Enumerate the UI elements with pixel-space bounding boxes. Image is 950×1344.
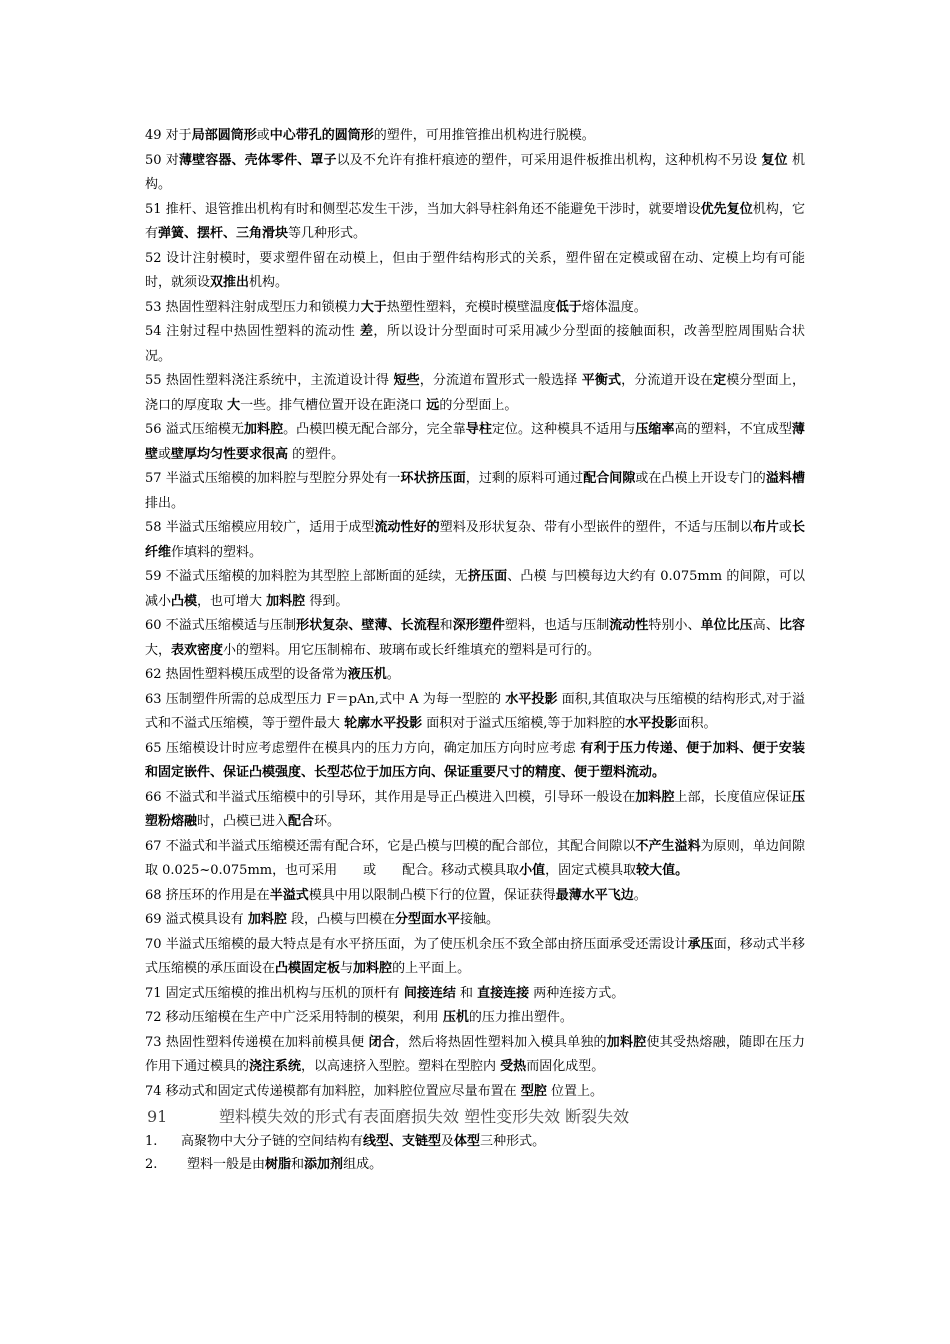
section-91 [147, 1104, 805, 1130]
bold-answer: 受热 [500, 1059, 527, 1074]
bold-answer: 溢料槽 [765, 471, 805, 486]
text-segment: 59 不溢式压缩模的加料腔为其型腔上部断面的延续，无 [145, 569, 468, 584]
question-item [145, 786, 805, 835]
text-segment: 等几种形式。 [288, 226, 367, 241]
text-segment: 的上平面上。 [392, 961, 471, 976]
question-item [145, 296, 805, 321]
text-segment: 56 溢式压缩模无 [145, 422, 244, 437]
list-item [145, 1153, 805, 1176]
question-item [145, 908, 805, 933]
bold-answer: 压机 [442, 1010, 469, 1025]
bold-answer: 复位 [761, 152, 788, 168]
bold-answer: 大于 [360, 299, 387, 315]
bold-answer: 差 [359, 324, 374, 339]
text-segment: 74 移动式和固定式传递模都有加料腔，加料腔位置应尽量布置在 [145, 1083, 521, 1099]
text-segment: 接触。 [459, 912, 499, 927]
text-segment: 的压力推出塑件。 [468, 1010, 573, 1025]
text-segment: 49 对于 [145, 128, 192, 143]
bold-answer: 凸模 [171, 593, 198, 609]
bold-answer: 流动性好的 [374, 520, 440, 535]
question-item [145, 688, 805, 737]
bold-answer: 不产生溢料 [635, 838, 701, 854]
text-segment: 50 对 [145, 152, 179, 168]
bold-answer: 直接连接 [477, 985, 530, 1001]
bold-answer: 比容 [778, 618, 805, 633]
text-segment: 一些。排气槽位置开设在距浇口 [240, 397, 427, 413]
bold-answer: 压缩率 [635, 422, 675, 437]
text-segment: 高的塑料，不宜成型 [674, 422, 792, 437]
text-segment: 63 压制塑件所需的总成型压力 F＝pAn,式中 A 为每一型腔的 [145, 691, 506, 707]
text-segment: 62 热固性塑料模压成型的设备常为 [145, 667, 348, 682]
text-segment: 热塑性塑料，充模时模壁温度 [386, 299, 556, 315]
text-segment: 机构，它有 [145, 201, 805, 241]
question-item [145, 835, 805, 884]
text-segment: 或 [256, 128, 270, 143]
text-segment: 机构。 [249, 275, 289, 290]
bold-answer: 加料腔 [635, 789, 675, 805]
text-segment: ，分流道布置形式一般选择 [419, 373, 582, 388]
question-item [145, 320, 805, 369]
text-segment: 时，凸模已进入 [197, 814, 289, 829]
bold-answer: 线型、支链型 [363, 1134, 442, 1149]
text-segment: 的分型面上。 [439, 397, 518, 413]
text-segment: 熔体温度。 [581, 299, 647, 315]
text-segment: 69 溢式模具设有 [145, 912, 248, 927]
bold-answer: 添加剂 [304, 1157, 344, 1172]
text-segment: 70 半溢式压缩模的最大特点是有水平挤压面，为了使压机余压不致全部由挤压面承受还需设计 [145, 936, 688, 952]
section-91-text: 塑料模失效的形式有表面磨损失效 塑性变形失效 断裂失效 [219, 1107, 630, 1126]
text-segment: 51 推杆、退管推出机构有时和侧型芯发生干涉，当加大斜导柱斜角还不能避免干涉时，就要增设 [145, 201, 701, 217]
question-item [145, 124, 805, 149]
bold-answer: 环状挤压面 [400, 471, 466, 486]
question-item [145, 198, 805, 247]
question-item [145, 516, 805, 565]
text-segment: 大， [145, 642, 172, 658]
question-item [145, 933, 805, 982]
text-segment: 68 挤压环的作用是在 [145, 887, 270, 903]
bold-answer: 挤压面 [467, 569, 508, 584]
bold-answer: 局部圆筒形 [191, 128, 257, 143]
bold-answer: 有利于压力传递、便于加料、便于安装和固定嵌件、保证凸模强度、长型芯位于加压方向、保证重要尺寸的精度、便于塑料流动。 [145, 740, 805, 780]
bold-answer: 导柱 [465, 422, 492, 437]
bold-answer: 优先复位 [700, 201, 753, 217]
bold-answer: 压塑粉熔融 [145, 789, 805, 829]
text-segment: 塑料一般是由 [187, 1157, 266, 1172]
bold-answer: 浇注系统 [249, 1059, 302, 1074]
bold-answer: 加料腔 [353, 961, 393, 976]
question-item [145, 884, 805, 909]
text-segment: 与 [340, 961, 354, 976]
text-segment: 71 固定式压缩模的推出机构与压机的顶杆有 [145, 985, 404, 1001]
list-item [145, 1130, 805, 1153]
bold-answer: 体型 [454, 1134, 481, 1149]
text-segment: 塑料，也适与压制 [504, 618, 610, 633]
bold-answer: 间接连结 [403, 985, 456, 1001]
bold-answer: 弹簧、摆杆、三角滑块 [158, 226, 289, 241]
text-segment: 特别小、 [648, 618, 701, 633]
text-segment: 两种连接方式。 [529, 985, 625, 1001]
text-segment: 得到。 [305, 593, 349, 609]
bold-answer: 壁厚均匀性要求很高 [171, 446, 289, 462]
bold-answer: 单位比压 [700, 618, 753, 633]
bold-answer: 短些 [393, 373, 420, 388]
text-segment: ，然后将热固性塑料加入模具单独的 [395, 1034, 607, 1050]
bold-answer: 半溢式 [269, 887, 309, 903]
text-segment: 位置上。 [546, 1083, 603, 1099]
question-item [145, 565, 805, 614]
question-item [145, 467, 805, 516]
question-item [145, 982, 805, 1007]
section-91-number: 91 [147, 1107, 168, 1126]
text-segment: 66 不溢式和半溢式压缩模中的引导环，其作用是导正凸模进入凹模，引导环一般设在 [145, 789, 636, 805]
bold-answer: 配合 [288, 814, 315, 829]
bold-answer: 凸模固定板 [275, 961, 341, 976]
text-segment: 或在凸模上开设专门的 [635, 471, 766, 486]
list-item-number: 1. [145, 1134, 158, 1149]
text-segment: 环。 [314, 814, 341, 829]
bold-answer: 薄壁容器、壳体零件、罩子 [178, 152, 337, 168]
text-segment: 和 [455, 985, 478, 1001]
bold-answer: 大 [227, 397, 241, 413]
bold-answer: 分型面水平 [394, 912, 460, 927]
text-segment: 55 热固性塑料浇注系统中，主流道设计得 [145, 373, 394, 388]
bold-answer: 承压 [687, 936, 714, 952]
text-segment: 65 压缩模设计时应考虑塑件在模具内的压力方向，确定加压方向时应考虑 [145, 740, 581, 756]
text-segment: 组成。 [343, 1157, 383, 1172]
question-item [145, 1006, 805, 1031]
text-segment: 面积。 [677, 716, 717, 731]
text-segment: 作填料的塑料。 [171, 544, 263, 560]
text-segment: 而固化成型。 [526, 1059, 605, 1074]
text-segment: 或 [158, 446, 172, 462]
text-segment: 高聚物中大分子链的空间结构有 [181, 1134, 364, 1149]
text-segment: ，也可增大 [197, 593, 267, 609]
bold-answer: 液压机 [347, 667, 387, 682]
text-segment: 52 设计注射模时，要求塑件留在动模上，但由于塑件结构形式的关系，塑件留在定模或留在动、定模上均有可能时，就须设 [145, 250, 805, 290]
bold-answer: 加料腔 [266, 593, 306, 609]
question-item [145, 737, 805, 786]
bold-answer: 定 [713, 373, 727, 388]
bold-answer: 加料腔 [244, 422, 284, 437]
text-segment: 53 热固性塑料注射成型压力和锁模力 [145, 299, 361, 315]
text-segment: ，分流道开设在 [621, 373, 714, 388]
text-segment: 以及不允许有推杆痕迹的塑件，可采用退件板推出机构，这种机构不另设 [336, 152, 762, 168]
bold-answer: 表欢密度 [171, 642, 224, 658]
text-segment: 模分型面上，浇口的厚度取 [145, 373, 805, 413]
bold-answer: 布片 [752, 520, 779, 535]
text-segment: 面，移动式半移式压缩模的承压面设在 [145, 936, 805, 976]
question-item [145, 418, 805, 467]
text-segment: 57 半溢式压缩模的加料腔与型腔分界处有一 [145, 471, 401, 486]
bold-answer: 长纤维 [145, 520, 805, 560]
text-segment: 的塑件，可用推管推出机构进行脱模。 [373, 128, 595, 143]
text-segment: 机构。 [145, 152, 805, 192]
text-segment: 面积,其值取决与压缩模的结构形式,对于溢式和不溢式压缩模，等于塑件最大 [145, 691, 805, 731]
bold-answer: 形状复杂、壁薄、长流程 [296, 618, 440, 633]
text-segment: 。 [386, 667, 400, 682]
text-segment: 定位。这种模具不适用与 [491, 422, 636, 437]
text-segment: 60 不溢式压缩模适与压制 [145, 618, 297, 633]
text-segment: 、凸模 与凹模每边大约有 0.075mm 的间隙，可以减小 [145, 569, 805, 609]
bold-answer: 树脂 [265, 1157, 292, 1172]
question-item [145, 369, 805, 418]
text-segment: 73 热固性塑料传递模在加料前模具便 [145, 1034, 369, 1050]
bold-answer: 加料腔 [606, 1034, 647, 1050]
question-item [145, 1031, 805, 1080]
text-segment: 54 注射过程中热固性塑料的流动性 [145, 324, 360, 339]
text-segment: 或 [778, 520, 792, 535]
bold-answer: 深形塑件 [452, 618, 505, 633]
bold-answer: 水平投影 [625, 716, 678, 731]
bold-answer: 最薄水平飞边 [555, 887, 634, 903]
text-segment: 三种形式。 [480, 1134, 546, 1149]
question-item [145, 149, 805, 198]
bold-answer: 型腔 [520, 1083, 547, 1099]
numbered-list [145, 1130, 805, 1176]
bold-answer: 配合间隙 [583, 471, 636, 486]
bold-answer: 中心带孔的圆筒形 [269, 128, 374, 143]
bold-answer: 轮廓水平投影 [344, 716, 423, 731]
text-segment: 和 [439, 618, 453, 633]
text-segment: 使其受热熔融，随即在压力作用下通过模具的 [145, 1034, 805, 1074]
list-item-number: 2. [145, 1157, 158, 1172]
text-segment: 上部，长度值应保证 [674, 789, 792, 805]
question-item [145, 663, 805, 688]
text-segment: 和 [291, 1157, 305, 1172]
document-page [145, 124, 805, 1176]
bold-answer: 平衡式 [581, 373, 622, 388]
text-segment: ，所以设计分型面时可采用减少分型面的接触面积，改善型腔周围贴合状况。 [145, 324, 805, 364]
question-item [145, 614, 805, 663]
bold-answer: 低于 [555, 299, 582, 315]
text-segment: 。凸模凹模无配合部分，完全靠 [283, 422, 466, 437]
bold-answer: 流动性 [609, 618, 649, 633]
text-segment: 。 [633, 887, 647, 903]
bold-answer: 小值 [519, 863, 546, 878]
text-segment: 为原则，单边间隙取 0.025~0.075mm，也可采用 或 配合。移动式模具取 [145, 838, 805, 878]
text-segment: 67 不溢式和半溢式压缩模还需有配合环，它是凸模与凹模的配合部位，其配合间隙以 [145, 838, 636, 854]
question-list [145, 124, 805, 1104]
text-segment: 段，凸模与凹模在 [286, 912, 395, 927]
text-segment: ，过剩的原料可通过 [465, 471, 584, 486]
text-segment: 72 移动压缩模在生产中广泛采用特制的模架，利用 [145, 1010, 443, 1025]
bold-answer: 闭合 [368, 1034, 396, 1050]
text-segment: 58 半溢式压缩模应用较广，适用于成型 [145, 520, 375, 535]
text-segment: ，以高速挤入型腔。塑料在型腔内 [301, 1059, 501, 1074]
bold-answer: 加料腔 [247, 912, 287, 927]
text-segment: 模具中用以限制凸模下行的位置，保证获得 [308, 887, 556, 903]
text-segment: 的塑件。 [288, 446, 345, 462]
bold-answer: 薄壁 [145, 422, 805, 462]
bold-answer: 远 [426, 397, 440, 413]
question-item [145, 247, 805, 296]
text-segment: 及 [441, 1134, 455, 1149]
text-segment: 排出。 [145, 495, 185, 511]
bold-answer: 水平投影 [505, 691, 558, 707]
question-item [145, 1080, 805, 1105]
bold-answer: 双推出 [210, 275, 250, 290]
bold-answer: 较大值。 [636, 863, 689, 878]
text-segment: 高、 [752, 618, 779, 633]
text-segment: 小的塑料。用它压制棉布、玻璃布或长纤维填充的塑料是可行的。 [223, 642, 601, 658]
text-segment: ，固定式模具取 [545, 863, 637, 878]
text-segment: 塑料及形状复杂、带有小型嵌件的塑件，不适与压制以 [439, 520, 753, 535]
text-segment: 面积对于溢式压缩模,等于加料腔的 [422, 716, 626, 731]
